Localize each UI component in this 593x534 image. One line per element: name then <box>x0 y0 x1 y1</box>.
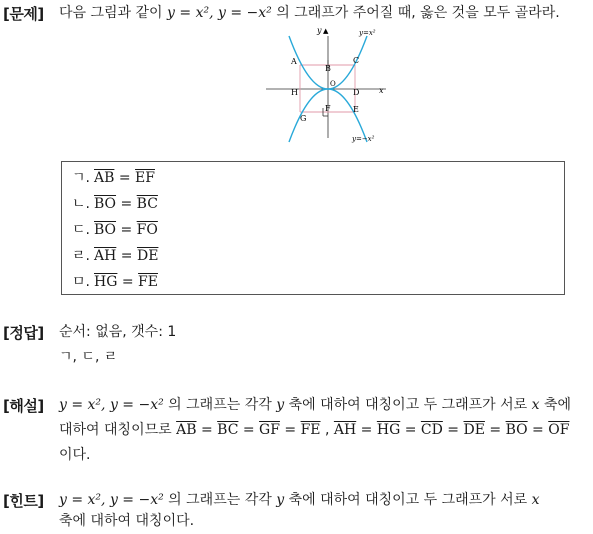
segment: $\overline{BO}$ <box>94 222 117 238</box>
segment: $\overline{BC}$ <box>217 422 239 438</box>
parabola-figure <box>262 22 392 146</box>
label-y-axis-arrow: ▲ <box>323 27 329 35</box>
segment: $\overline{HG}$ <box>94 274 118 290</box>
segment: $\overline{OF}$ <box>548 422 570 438</box>
segment: $\overline{BO}$ <box>505 422 528 438</box>
choice-mark: ㄴ. <box>72 196 90 212</box>
explanation-text: 의 그래프는 각각 <box>163 397 277 413</box>
segment: $\overline{BO}$ <box>94 196 117 212</box>
choice-mark: ㄱ. <box>72 170 90 186</box>
answer-tag: [정답] <box>3 324 44 342</box>
choice-item: ㅁ. $\overline{HG} = \overline{FE}$ <box>72 271 158 293</box>
label-D: D <box>353 88 360 97</box>
problem-text-before: 다음 그림과 같이 <box>59 5 168 21</box>
label-E: E <box>353 105 359 114</box>
label-F: F <box>325 104 331 113</box>
label-y-axis: y <box>317 26 322 35</box>
segment: $\overline{FE}$ <box>300 422 321 438</box>
explanation-tag: [해설] <box>3 397 44 415</box>
choice-item: ㄴ. $\overline{BO} = \overline{BC}$ <box>72 193 158 215</box>
label-O: O <box>330 80 336 88</box>
label-A: A <box>291 57 297 66</box>
label-lower-curve: y=−x² <box>352 135 375 143</box>
explanation-var-x: x <box>531 397 540 413</box>
label-G: G <box>300 114 307 123</box>
choice-mark: ㅁ. <box>72 274 90 290</box>
explanation-line3: 이다. <box>59 447 91 463</box>
choice-item: ㄹ. $\overline{AH} = \overline{DE}$ <box>72 245 158 267</box>
problem-equation: y = x², y = −x² <box>167 5 272 21</box>
hint-tag: [힌트] <box>3 492 44 510</box>
segment: $\overline{EF}$ <box>135 170 155 186</box>
segment: $\overline{CD}$ <box>420 422 443 438</box>
label-H: H <box>291 88 298 97</box>
segment: $\overline{AH}$ <box>94 248 117 264</box>
label-C: C <box>353 56 360 65</box>
explanation-var-y: y <box>276 397 285 413</box>
explanation-equation: y = x², y = −x² <box>59 397 164 413</box>
explanation-line1 <box>59 392 571 418</box>
choices-box <box>61 161 565 295</box>
hint-text: 축에 대하여 대칭이고 두 그래프가 서로 <box>284 492 532 508</box>
problem-tag: [문제] <box>3 5 44 23</box>
explanation-text: 대하여 대칭이므로 <box>59 422 177 438</box>
hint-text: 의 그래프는 각각 <box>163 492 277 508</box>
segment: $\overline{DE}$ <box>463 422 485 438</box>
hint-line2: 축에 대하여 대칭이다. <box>59 513 195 529</box>
hint-equation: y = x², y = −x² <box>59 492 164 508</box>
explanation-text: 축에 <box>539 397 572 413</box>
segment: $\overline{BC}$ <box>136 196 158 212</box>
problem-text-after: 의 그래프가 주어질 때, 옳은 것을 모두 골라라. <box>271 5 560 21</box>
answer-line1: 순서: 없음, 갯수: 1 <box>59 324 177 340</box>
choice-item: ㄷ. $\overline{BO} = \overline{FO}$ <box>72 219 158 241</box>
choice-item: ㄱ. $\overline{AB} = \overline{EF}$ <box>72 167 155 189</box>
label-B: B <box>325 64 331 73</box>
segment: $\overline{AB}$ <box>176 422 197 438</box>
explanation-separator: , <box>320 422 334 438</box>
segment: $\overline{FE}$ <box>138 274 158 290</box>
segment: $\overline{FO}$ <box>136 222 158 238</box>
hint-var-x: x <box>531 492 540 508</box>
label-x-axis: x <box>379 86 384 95</box>
label-upper-curve: y=x² <box>359 29 376 37</box>
segment: $\overline{DE}$ <box>136 248 159 264</box>
segment: $\overline{GF}$ <box>259 422 280 438</box>
choice-mark: ㄷ. <box>72 222 90 238</box>
segment: $\overline{HG}$ <box>376 422 401 438</box>
answer-line2: ㄱ, ㄷ, ㄹ <box>59 349 118 365</box>
hint-var-y: y <box>276 492 285 508</box>
explanation-line2: 대하여 대칭이므로 $\overline{AB} = \overline{BC} = \overline{GF} = \overline{FE}$ , $\overline{AH} = \overline{HG} = \overline{CD} = \overline{DE} = \overline{BO} = \overline{OF}$ <box>59 422 570 438</box>
segment: $\overline{AH}$ <box>333 422 357 438</box>
segment: $\overline{AB}$ <box>94 170 115 186</box>
explanation-text: 축에 대하여 대칭이고 두 그래프가 서로 <box>284 397 532 413</box>
choice-mark: ㄹ. <box>72 248 90 264</box>
